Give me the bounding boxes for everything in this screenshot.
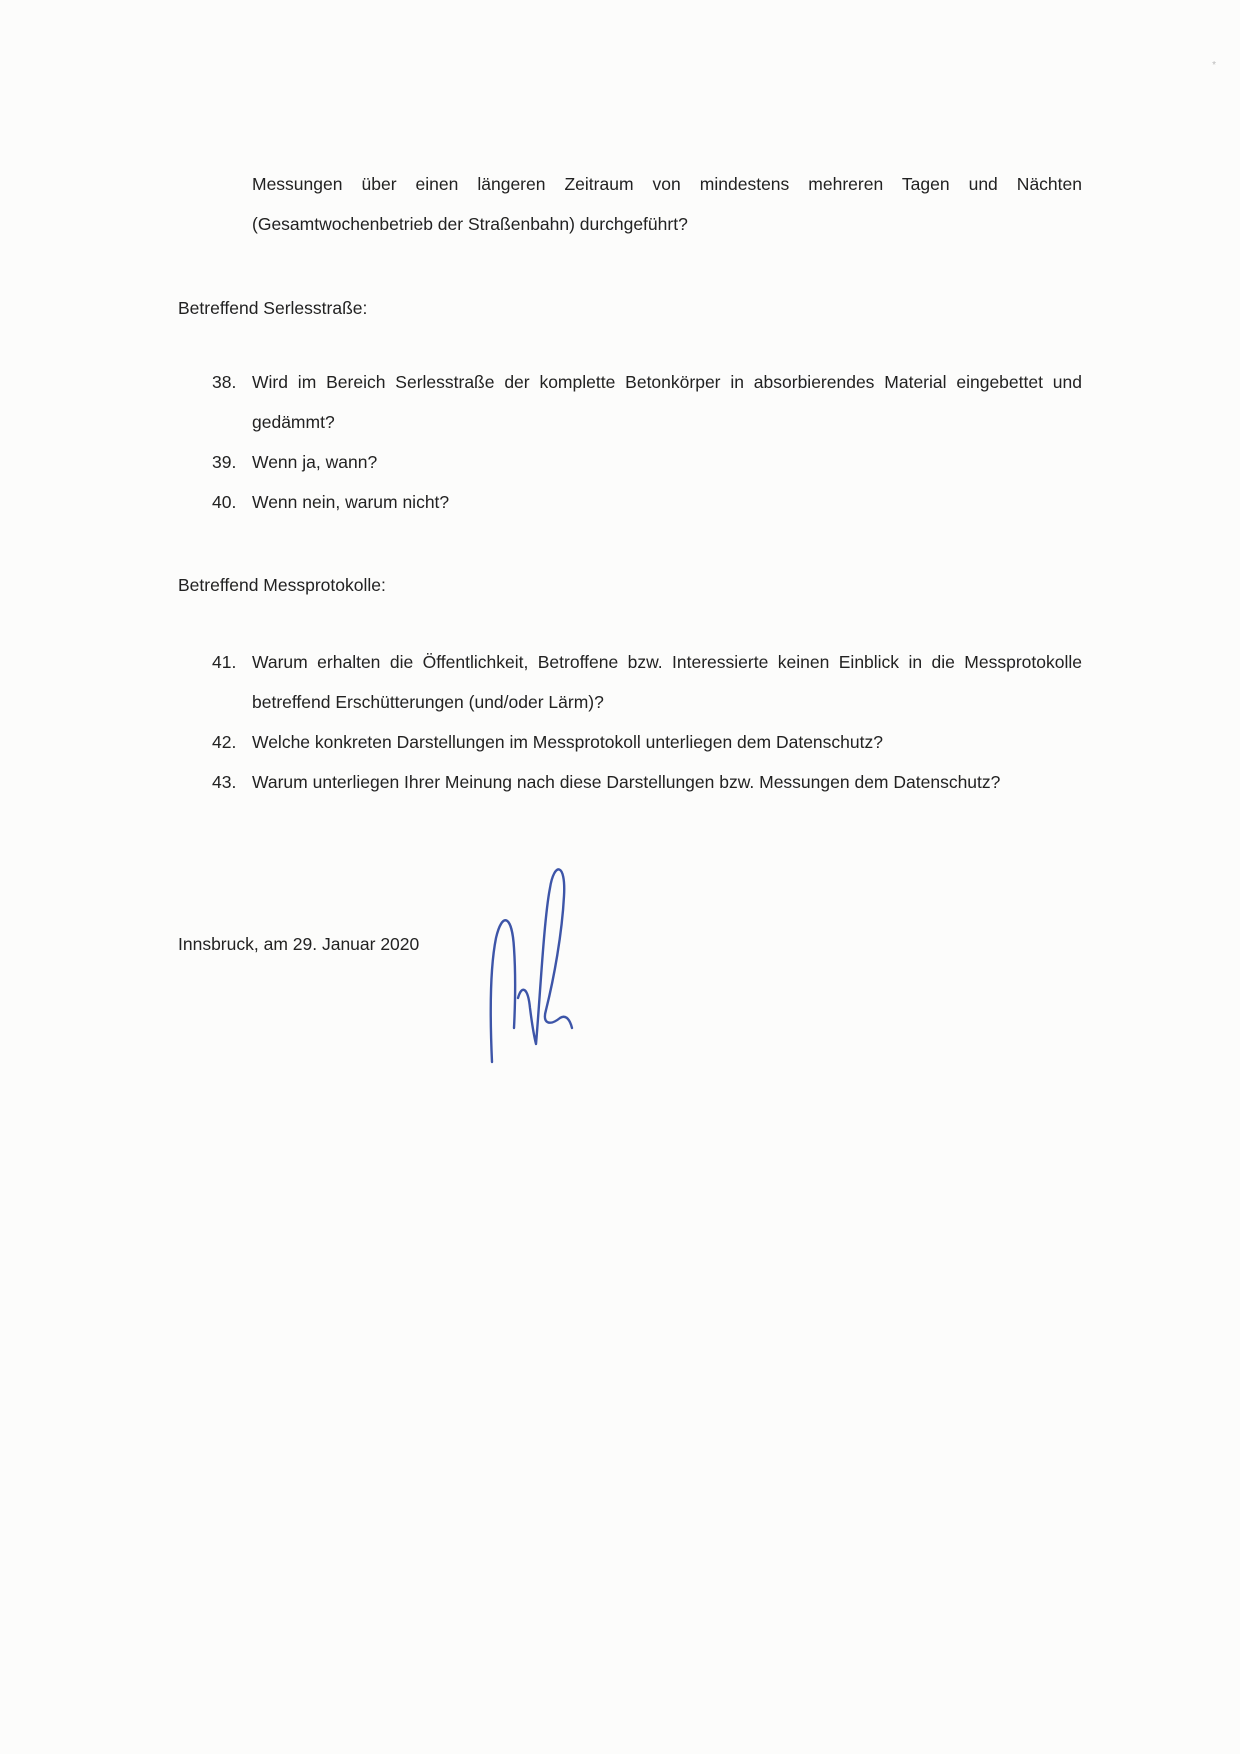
place-and-date: Innsbruck, am 29. Januar 2020 <box>178 934 420 954</box>
question-list-messprotokolle <box>212 642 1082 802</box>
question-number: 40. <box>212 492 237 512</box>
question-item <box>212 362 1082 442</box>
section-heading-messprotokolle: Betreffend Messprotokolle: <box>178 575 386 595</box>
question-item <box>212 762 1082 802</box>
continuation-paragraph: Messungen über einen längeren Zeitraum von mindestens mehreren Tagen und Nächten (Gesamtwochenbetrieb der Straßenbahn) durchgeführt? <box>252 174 1082 234</box>
section-heading-serlesstrasse: Betreffend Serlesstraße: <box>178 298 368 318</box>
question-text: Wenn ja, wann? <box>252 452 378 472</box>
question-text: Warum erhalten die Öffentlichkeit, Betroffene bzw. Interessierte keinen Einblick in die Messprotokolle betreffend Erschütterungen (und/oder Lärm)? <box>252 652 1082 712</box>
question-item <box>212 722 1082 762</box>
question-text: Wird im Bereich Serlesstraße der komplette Betonkörper in absorbierendes Material eingebettet und gedämmt? <box>252 372 1082 432</box>
question-number: 38. <box>212 372 237 392</box>
question-item <box>212 482 1082 522</box>
handwritten-signature <box>478 848 598 1076</box>
corner-mark: * <box>1212 60 1216 71</box>
question-text: Warum unterliegen Ihrer Meinung nach diese Darstellungen bzw. Messungen dem Datenschutz? <box>252 772 1001 792</box>
signature-stroke-loop <box>518 869 572 1044</box>
question-number: 43. <box>212 772 237 792</box>
question-item <box>212 642 1082 722</box>
question-number: 41. <box>212 652 237 672</box>
question-item <box>212 442 1082 482</box>
question-list-serlesstrasse <box>212 362 1082 522</box>
question-number: 39. <box>212 452 237 472</box>
question-text: Wenn nein, warum nicht? <box>252 492 450 512</box>
question-number: 42. <box>212 732 237 752</box>
signature-stroke-main <box>491 920 515 1062</box>
question-text: Welche konkreten Darstellungen im Messprotokoll unterliegen dem Datenschutz? <box>252 732 883 752</box>
